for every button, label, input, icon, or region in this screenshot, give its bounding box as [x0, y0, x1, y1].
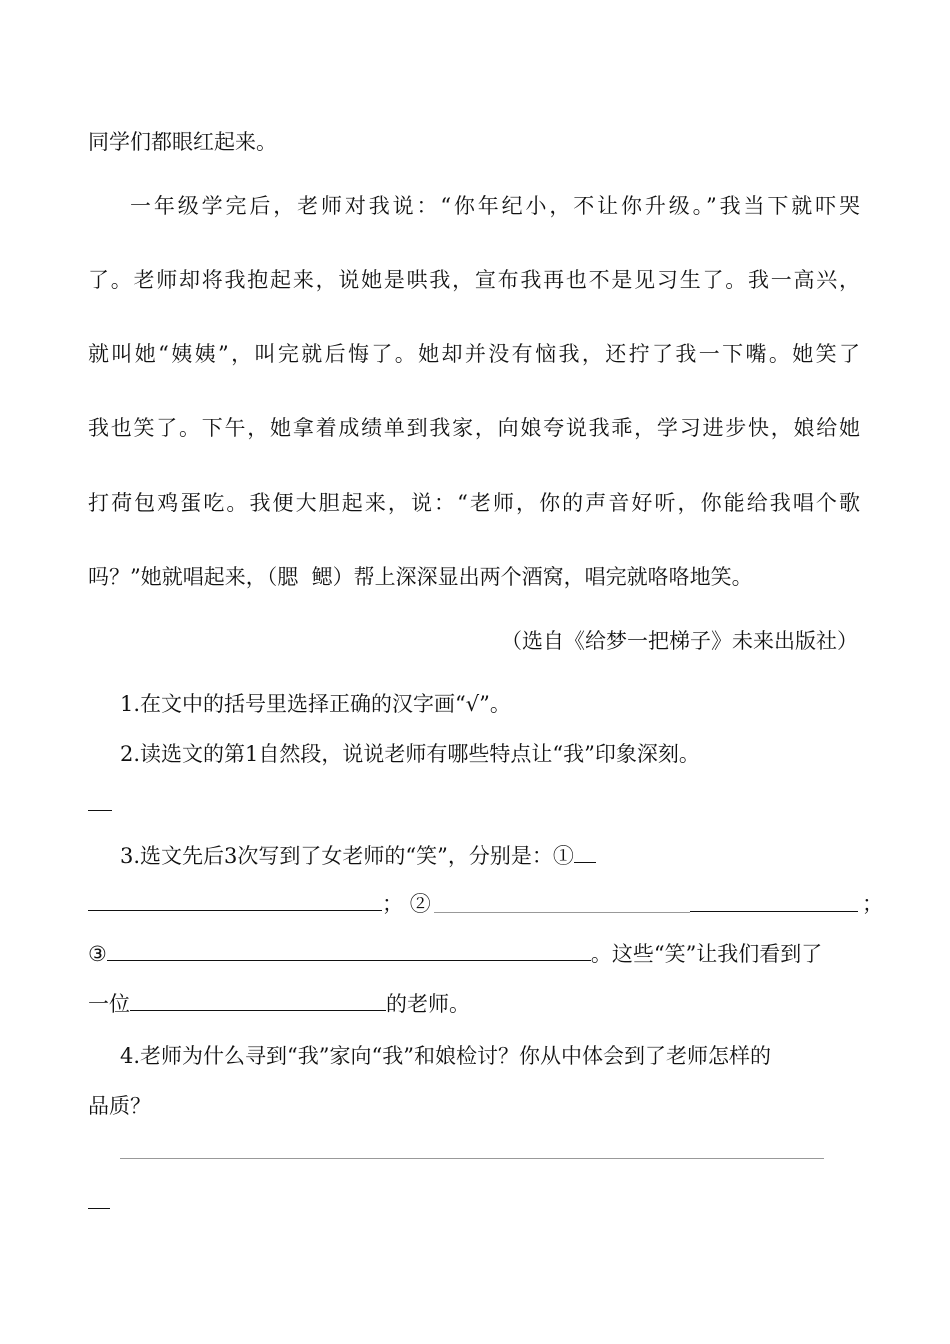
answer-line-q4[interactable] — [120, 1158, 824, 1159]
question-2: 2.读选文的第1自然段，说说老师有哪些特点让“我”印象深刻。 — [120, 742, 700, 766]
answer-line-q2[interactable] — [88, 810, 112, 811]
question-4-line-1: 4.老师为什么寻到“我”家向“我”和娘检讨？你从中体会到了老师怎样的 — [120, 1044, 771, 1068]
answer-line-q4-end[interactable] — [88, 1208, 110, 1209]
q3-mark-3: ③ — [88, 942, 107, 966]
answer-blank-1[interactable] — [88, 890, 382, 911]
passage-line-5: 我也笑了。下午，她拿着成绩单到我家，向娘夸说我乖，学习进步快，娘给她 — [88, 416, 860, 440]
q3-separator-1: ； — [382, 892, 403, 916]
question-3-line-4 — [88, 990, 470, 1018]
passage-line-2: 一年级学完后，老师对我说：“你年纪小，不让你升级。”我当下就吓哭 — [130, 194, 860, 218]
answer-blank-2-a[interactable] — [434, 912, 690, 913]
question-3-line-1 — [120, 842, 596, 870]
question-3-line-2 — [88, 890, 431, 918]
answer-blank-4[interactable] — [130, 990, 386, 1011]
passage-line-1: 同学们都眼红起来。 — [88, 130, 277, 154]
q3-mark-2: ② — [409, 892, 431, 916]
passage-line-3: 了。老师却将我抱起来，说她是哄我，宣布我再也不是见习生了。我一高兴， — [88, 268, 860, 292]
question-1: 1.在文中的括号里选择正确的汉字画“√”。 — [120, 692, 511, 716]
answer-blank-2-b[interactable] — [690, 911, 858, 912]
passage-line-4: 就叫她“姨姨”，叫完就后悔了。她却并没有恼我，还拧了我一下嘴。她笑了 — [88, 342, 860, 366]
question-3-line-3 — [88, 940, 822, 968]
source-citation: （选自《给梦一把梯子》未来出版社） — [501, 629, 858, 653]
question-4-line-2: 品质？ — [88, 1094, 151, 1118]
q3-end-semicolon: ； — [862, 892, 883, 916]
passage-line-6: 打荷包鸡蛋吃。我便大胆起来，说：“老师，你的声音好听，你能给我唱个歌 — [88, 491, 860, 515]
question-3-lead: 3.选文先后3次写到了女老师的“笑”，分别是：① — [120, 844, 574, 868]
answer-blank-3[interactable] — [107, 940, 591, 961]
q3-tail: 。这些“笑”让我们看到了 — [590, 942, 823, 966]
q3-line4-tail: 的老师。 — [386, 992, 470, 1016]
answer-blank-1-start[interactable] — [574, 842, 596, 863]
passage-line-7: 吗？”她就唱起来，（腮 鳃）帮上深深显出两个酒窝，唱完就咯咯地笑。 — [88, 565, 753, 589]
q3-line4-lead: 一位 — [88, 992, 130, 1016]
